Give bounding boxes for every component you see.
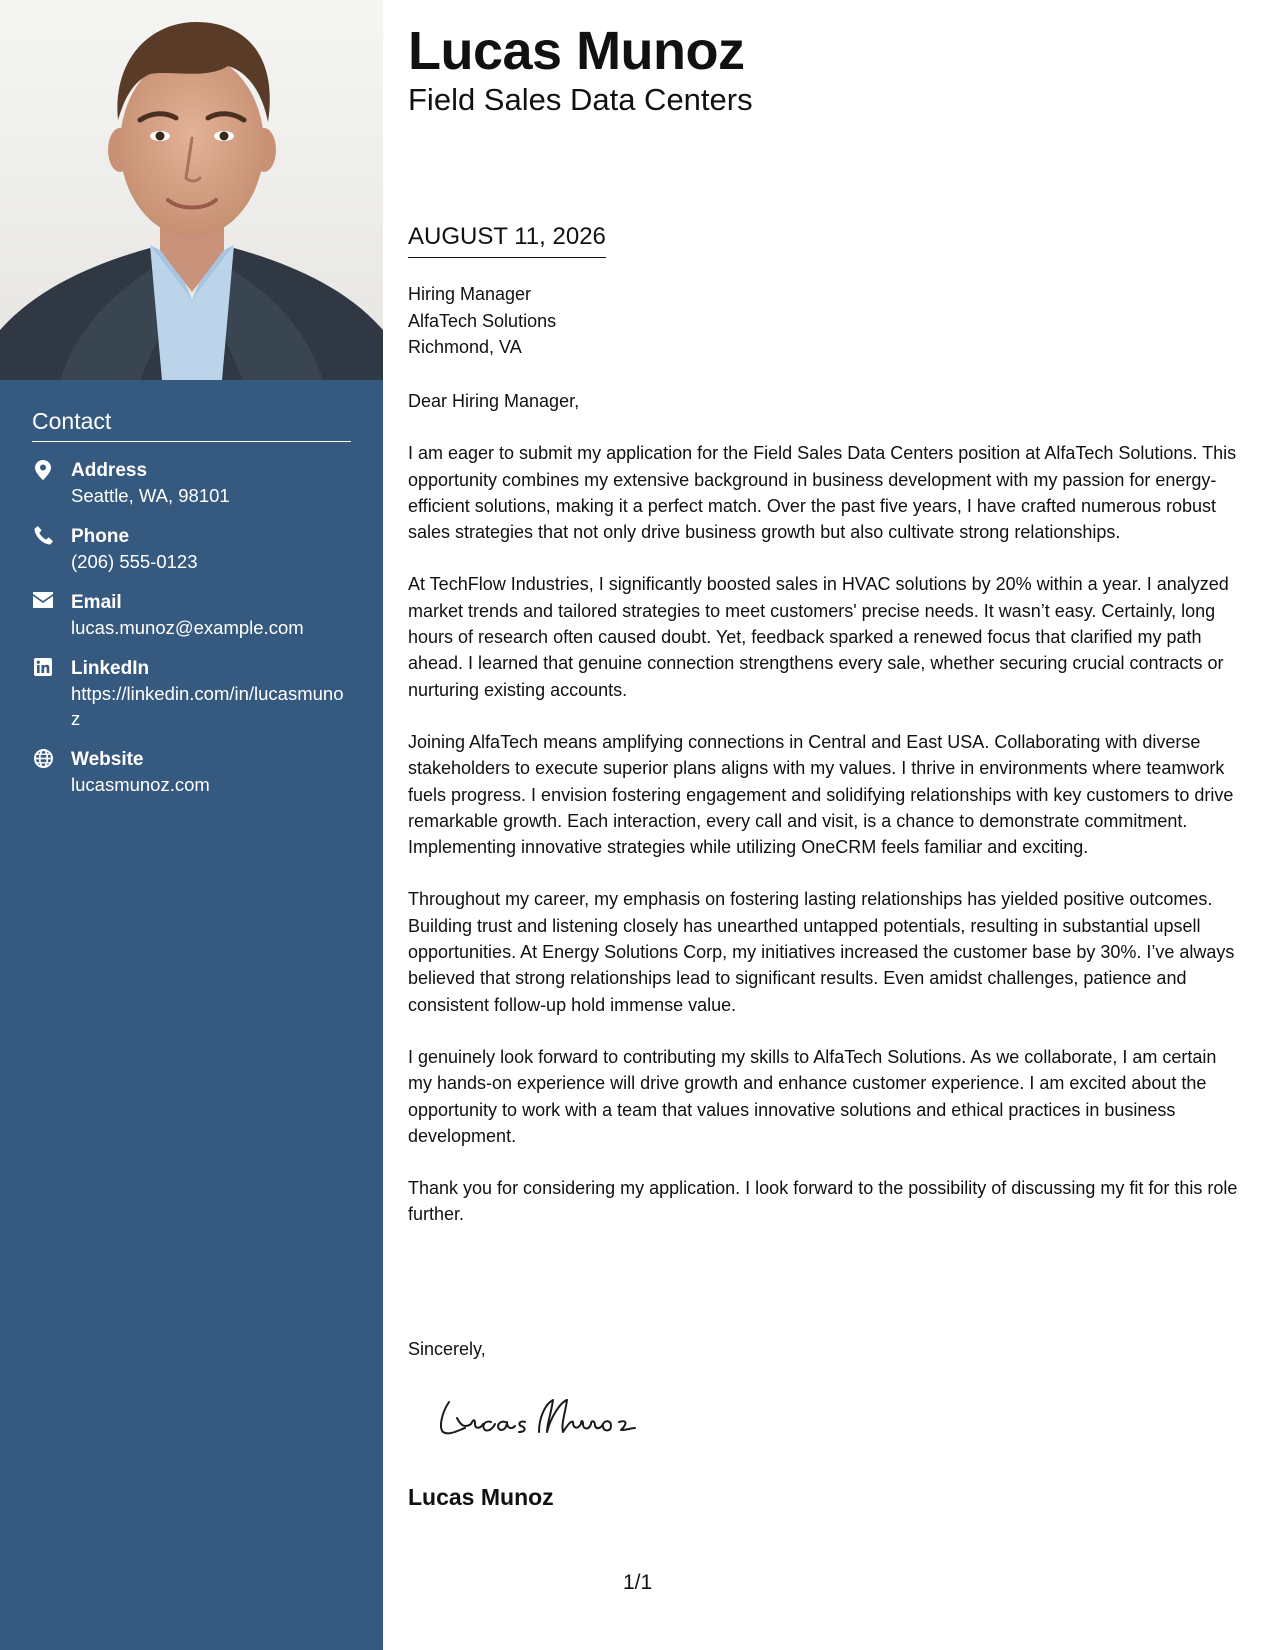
contact-address-label: Address	[71, 460, 148, 481]
globe-icon	[32, 749, 54, 771]
portrait-illustration	[0, 0, 383, 380]
contact-item-email	[32, 590, 351, 640]
linkedin-icon	[32, 658, 54, 680]
phone-icon	[32, 526, 54, 548]
contact-website-value[interactable]: lucasmunoz.com	[71, 774, 210, 795]
signed-name: Lucas Munoz	[408, 1484, 554, 1510]
contact-item-website	[32, 747, 351, 797]
contact-website-label: Website	[71, 749, 144, 770]
contact-linkedin-value[interactable]: https://linkedin.com/in/lucasmunoz	[71, 683, 344, 729]
recipient-company: AlfaTech Solutions	[408, 310, 557, 331]
paragraph: Thank you for considering my application. I look forward to the possibility of discussing my fit for this role further.	[408, 1178, 1238, 1225]
paragraph: At TechFlow Industries, I significantly boosted sales in HVAC solutions by 20% within a year. I analyzed market trends and tailored strategies to meet customers' precise needs. It wasn’t easy. Certainly, long hours of research often caused doubt. Yet, feedback sparked a renewed focus that clarified my path ahead. I learned that genuine connection strengthens every sale, whether securing crucial contracts or nurturing existing accounts.	[408, 574, 1229, 700]
map-pin-icon	[32, 460, 54, 482]
contact-item-address	[32, 458, 351, 508]
paragraph: Throughout my career, my emphasis on fostering lasting relationships has yielded positive outcomes. Building trust and listening closely has unearthed untapped potentials, resulting in substantial upsell opportunities. At Energy Solutions Corp, my initiatives increased the customer base by 30%. I’ve always believed that strong relationships lead to significant results. Even amidst challenges, patience and consistent follow-up hold immense value.	[408, 889, 1235, 1015]
applicant-name: Lucas Munoz	[408, 21, 745, 81]
applicant-role: Field Sales Data Centers	[408, 82, 753, 117]
contact-linkedin-label: LinkedIn	[71, 658, 150, 679]
recipient-title: Hiring Manager	[408, 284, 532, 304]
contact-phone-value: (206) 555-0123	[71, 551, 198, 572]
contact-phone-label: Phone	[71, 526, 130, 547]
contact-section	[32, 408, 351, 797]
handwritten-signature	[435, 1392, 650, 1447]
contact-email-label: Email	[71, 592, 122, 613]
letter-body	[408, 388, 1243, 1254]
letter-date: AUGUST 11, 2026	[408, 223, 606, 258]
recipient-location: Richmond, VA	[408, 337, 522, 357]
paragraph: I genuinely look forward to contributing my skills to AlfaTech Solutions. As we collaborate, I am certain my hands-on experience will drive growth and enhance customer experience. I am excited about the opportunity to work with a team that values innovative solutions and ethical practices in business development.	[408, 1046, 1217, 1146]
closing: Sincerely,	[408, 1339, 486, 1359]
contact-item-phone	[32, 524, 351, 574]
profile-photo	[0, 0, 383, 380]
salutation: Dear Hiring Manager,	[408, 391, 580, 411]
contact-email-value[interactable]: lucas.munoz@example.com	[71, 617, 304, 638]
contact-address-value: Seattle, WA, 98101	[71, 485, 230, 506]
paragraph: I am eager to submit my application for the Field Sales Data Centers position at AlfaTech Solutions. This opportunity combines my extensive background in business development with my passion for energy-efficient solutions, making it a perfect match. Over the past five years, I have crafted numerous robust sales strategies that not only drive business growth but also cultivate strong relationships.	[408, 443, 1237, 543]
paragraph: Joining AlfaTech means amplifying connections in Central and East USA. Collaborating with diverse stakeholders to execute superior plans aligns with my values. I thrive in environments where teamwork fuels progress. I envision fostering engagement and solidifying relationships with key customers to drive remarkable growth. Each interaction, every call and visit, is a chance to demonstrate commitment. Implementing innovative strategies while utilizing OneCRM feels familiar and exciting.	[408, 731, 1234, 858]
contact-heading: Contact	[32, 408, 351, 442]
recipient-block	[408, 281, 556, 361]
contact-item-linkedin	[32, 656, 351, 731]
envelope-icon	[32, 592, 54, 614]
sidebar	[0, 0, 383, 1650]
page-indicator: 1/1	[623, 1571, 653, 1594]
